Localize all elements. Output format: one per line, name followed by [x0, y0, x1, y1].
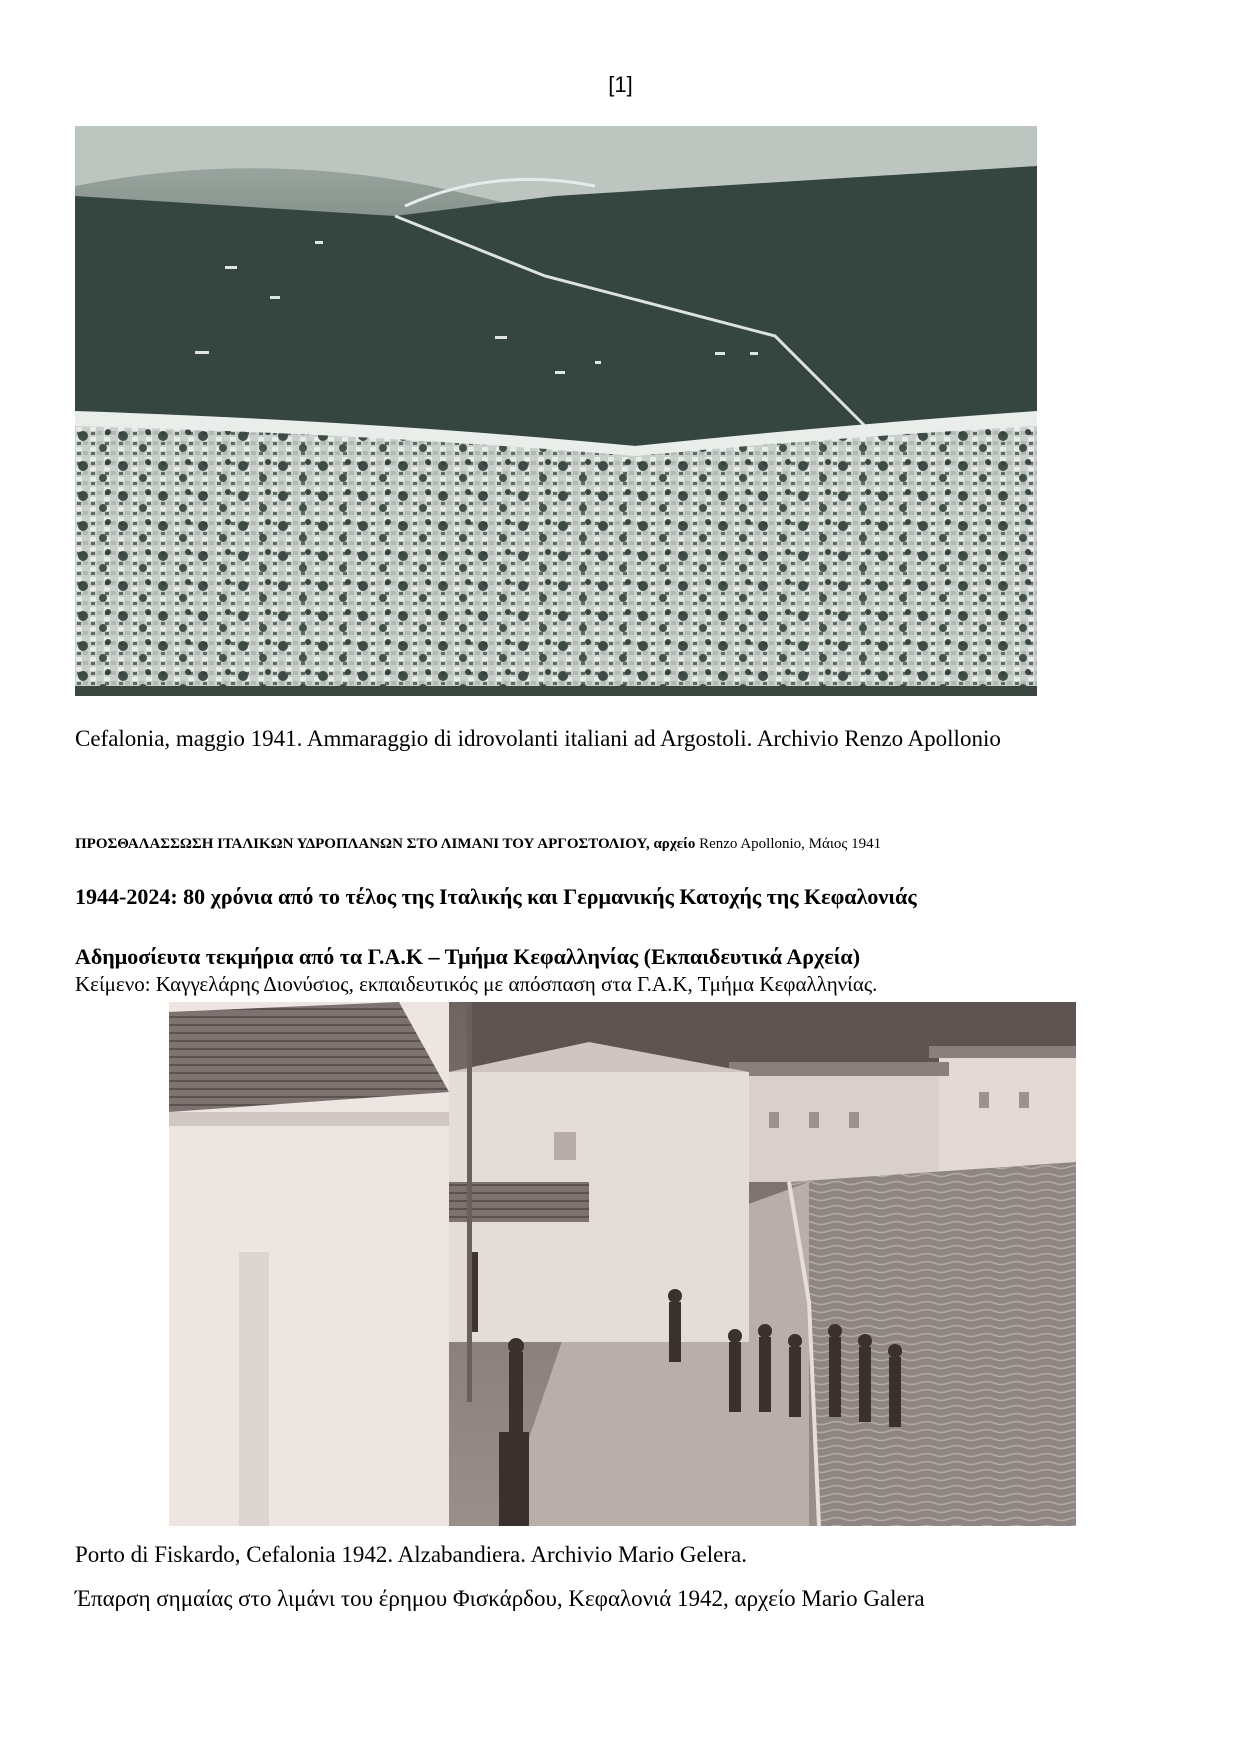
- photo2-caption-greek: Έπαρση σημαίας στο λιμάνι του έρημου Φισκάρδου, Κεφαλονιά 1942, αρχείο Mario Galera: [75, 1586, 925, 1611]
- aerial-harbor-image: [75, 126, 1037, 696]
- harbor-flag-raising-image: [169, 1002, 1076, 1526]
- document-title: 1944-2024: 80 χρόνια από το τέλος της Ιταλικής και Γερμανικής Κατοχής της Κεφαλονιάς: [75, 884, 917, 909]
- photo1-caption: Cefalonia, maggio 1941. Ammaraggio di idrovolanti italiani ad Argostoli. Archivio Renzo Apollonio: [75, 726, 1001, 751]
- greek-photo1-caption: [75, 836, 881, 853]
- page-number: [1]: [608, 72, 633, 97]
- harbor-flag-raising-photo: [169, 1002, 1076, 1526]
- aerial-harbor-photo: [75, 126, 1037, 696]
- greek-caption-bold: ΠΡΟΣΘΑΛΑΣΣΩΣΗ ΙΤΑΛΙΚΩΝ ΥΔΡΟΠΛΑΝΩΝ ΣΤΟ ΛΙΜΑΝΙ ΤΟΥ ΑΡΓΟΣΤΟΛΙΟΥ, αρχείο: [75, 836, 696, 852]
- greek-caption-plain: Renzo Apollonio, Μάιος 1941: [695, 836, 882, 852]
- author-line: Κείμενο: Καγγελάρης Διονύσιος, εκπαιδευτικός με απόσπαση στα Γ.Α.Κ, Τμήμα Κεφαλληνίας.: [75, 972, 878, 996]
- photo2-caption-italian: Porto di Fiskardo, Cefalonia 1942. Alzabandiera. Archivio Mario Gelera.: [75, 1542, 747, 1567]
- document-subtitle: Αδημοσίευτα τεκμήρια από τα Γ.Α.Κ – Τμήμα Κεφαλληνίας (Εκπαιδευτικά Αρχεία): [75, 944, 861, 969]
